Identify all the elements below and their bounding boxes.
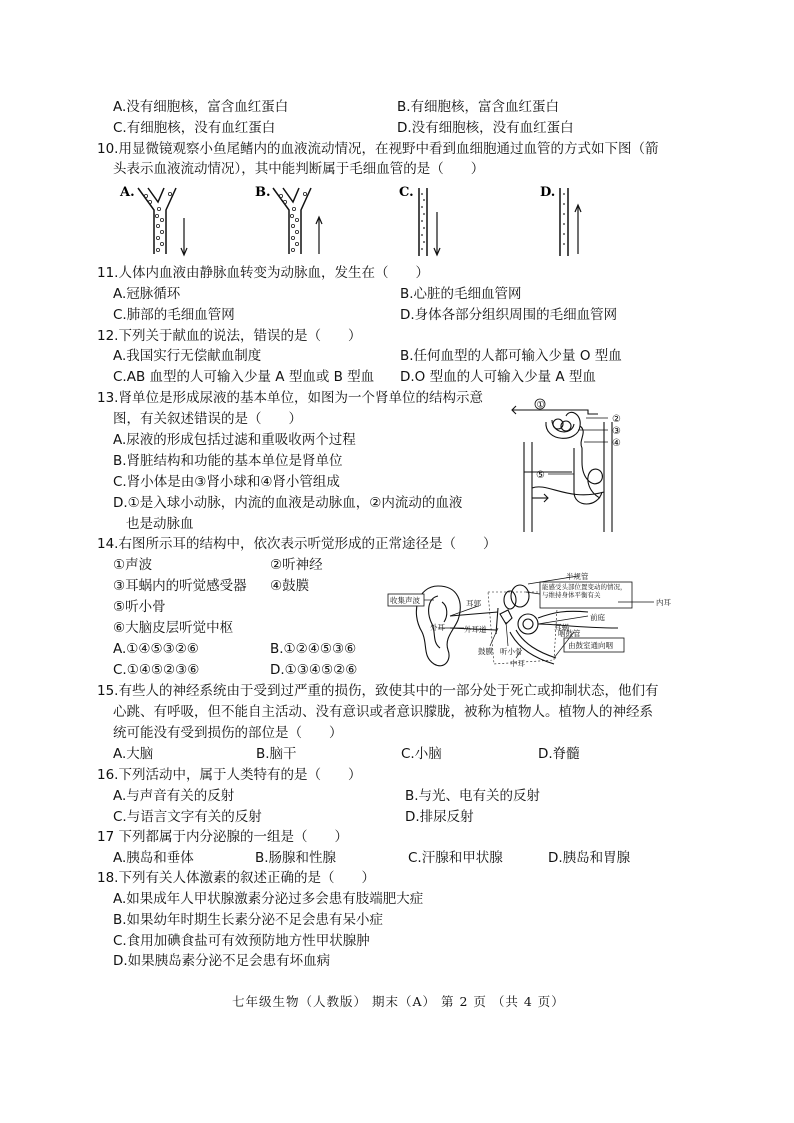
q11-option-c: C.肺部的毛细血管网 bbox=[113, 307, 235, 323]
ear-label-auricle: 耳郭 bbox=[466, 599, 481, 608]
q15-option-b: B.脑干 bbox=[256, 746, 297, 762]
q10-figure-c bbox=[397, 182, 457, 260]
q12-option-c: C.AB 血型的人可输入少量 A 型血或 B 型血 bbox=[113, 369, 375, 385]
q10-figure-a-label: A. bbox=[120, 185, 135, 200]
ear-label-canal: 外耳道 bbox=[464, 625, 487, 634]
nephron-label-5: ⑤ bbox=[536, 470, 545, 481]
q14-option-a: A.①④⑤③②⑥ bbox=[113, 641, 199, 657]
q16-option-c: C.与语言文字有关的反射 bbox=[113, 809, 262, 825]
q14-item-6: ⑥大脑皮层听觉中枢 bbox=[113, 620, 234, 636]
q11-option-b: B.心脏的毛细血管网 bbox=[400, 286, 522, 302]
q15-option-c: C.小脑 bbox=[401, 746, 442, 762]
q15-stem-line3: 统可能没有受到损伤的部位是（ ） bbox=[113, 725, 343, 741]
q14-item-2: ②听神经 bbox=[270, 557, 323, 573]
q11-stem: 11.人体内血液由静脉血转变为动脉血，发生在（ ） bbox=[97, 265, 429, 281]
q15-option-d: D.脊髓 bbox=[538, 746, 580, 762]
q18-option-a: A.如果成年人甲状腺激素分泌过多会患有肢端肥大症 bbox=[113, 891, 424, 907]
q13-option-b: B.肾脏结构和功能的基本单位是肾单位 bbox=[113, 453, 343, 469]
ear-label-middle: 中耳 bbox=[510, 659, 525, 668]
q13-stem-line1: 13.肾单位是形成尿液的基本单位，如图为一个肾单位的结构示意 bbox=[97, 390, 483, 406]
q10-figure-d-label: D. bbox=[540, 185, 556, 200]
q17-option-a: A.胰岛和垂体 bbox=[113, 850, 194, 866]
nephron-label-1: ① bbox=[536, 400, 545, 411]
ear-label-cochlea: 耳蜗 bbox=[554, 623, 569, 632]
nephron-label-3: ③ bbox=[612, 426, 621, 437]
q18-option-d: D.如果胰岛素分泌不足会患有坏血病 bbox=[113, 953, 331, 969]
q14-option-d: D.①③④⑤②⑥ bbox=[270, 662, 358, 678]
ear-label-outer: 外耳 bbox=[430, 623, 445, 632]
q14-item-5: ⑤听小骨 bbox=[113, 599, 166, 615]
q13-option-d-line1: D.①是入球小动脉，内流的血液是动脉血，②内流动的血液 bbox=[113, 495, 463, 511]
q16-stem: 16.下列活动中，属于人类特有的是（ ） bbox=[97, 767, 362, 783]
nephron-label-4: ④ bbox=[612, 438, 621, 449]
q9-option-d: D.没有细胞核，没有血红蛋白 bbox=[397, 120, 574, 136]
ear-label-inner: 内耳 bbox=[656, 598, 671, 607]
q9-option-a: A.没有细胞核，富含血红蛋白 bbox=[113, 99, 289, 115]
q14-option-b: B.①②④⑤③⑥ bbox=[270, 641, 357, 657]
q18-stem: 18.下列有关人体激素的叙述正确的是（ ） bbox=[97, 870, 375, 886]
q9-option-c: C.有细胞核，没有血红蛋白 bbox=[113, 120, 276, 136]
q10-figure-c-label: C. bbox=[399, 185, 414, 200]
q10-figure-a bbox=[118, 182, 198, 260]
q10-stem-line1: 10.用显微镜观察小鱼尾鳍内的血液流动情况，在视野中看到血细胞通过血管的方式如下图（箭 bbox=[97, 141, 659, 157]
q14-item-1: ①声波 bbox=[113, 557, 153, 573]
q17-option-c: C.汗腺和甲状腺 bbox=[408, 850, 503, 866]
ear-label-tube: 咽鼓管 bbox=[558, 629, 581, 638]
ear-diagram bbox=[378, 572, 694, 678]
q11-option-d: D.身体各部分组织周围的毛细血管网 bbox=[400, 307, 618, 323]
q10-stem-line2: 头表示血液流动情况），其中能判断属于毛细血管的是（ ） bbox=[113, 161, 485, 177]
ear-label-ossicles: 听小骨 bbox=[500, 647, 523, 656]
q12-option-b: B.任何血型的人都可输入少量 O 型血 bbox=[400, 348, 622, 364]
q14-option-c: C.①④⑤②③⑥ bbox=[113, 662, 200, 678]
q14-stem: 14.右图所示耳的结构中，依次表示听觉形成的正常途径是（ ） bbox=[97, 536, 497, 552]
ear-label-drum: 鼓膜 bbox=[478, 647, 493, 656]
nephron-diagram bbox=[508, 392, 638, 532]
q14-item-3: ③耳蜗内的听觉感受器 bbox=[113, 578, 247, 594]
q12-stem: 12.下列关于献血的说法，错误的是（ ） bbox=[97, 328, 362, 344]
q15-option-a: A.大脑 bbox=[113, 746, 154, 762]
q16-option-a: A.与声音有关的反射 bbox=[113, 788, 235, 804]
q18-option-c: C.食用加碘食盐可有效预防地方性甲状腺肿 bbox=[113, 933, 370, 949]
q10-figure-d bbox=[538, 182, 598, 260]
q15-stem-line1: 15.有些人的神经系统由于受到过严重的损伤，致使其中的一部分处于死亡或抑制状态，他们有 bbox=[97, 683, 659, 699]
ear-label-sense-box: 能感受头部位置变动的情况，与维持身体平衡有关 bbox=[542, 583, 627, 599]
q10-figure-b-label: B. bbox=[255, 185, 271, 200]
page-footer: 七年级生物（人教版） 期末（A） 第 2 页 （共 4 页） bbox=[232, 994, 565, 1009]
q13-option-a: A.尿液的形成包括过滤和重吸收两个过程 bbox=[113, 432, 356, 448]
nephron-label-2: ② bbox=[612, 414, 621, 425]
q13-option-d-line2: 也是动脉血 bbox=[126, 516, 194, 532]
ear-label-semicircular: 半规管 bbox=[566, 572, 589, 581]
q13-option-c: C.肾小体是由③肾小球和④肾小管组成 bbox=[113, 474, 340, 490]
q14-item-4: ④鼓膜 bbox=[270, 578, 310, 594]
q17-stem: 17 下列都属于内分泌腺的一组是（ ） bbox=[97, 829, 348, 845]
q13-stem-line2: 图，有关叙述错误的是（ ） bbox=[113, 411, 302, 427]
q15-stem-line2: 心跳、有呼吸，但不能自主活动、没有意识或者意识朦胧，被称为植物人。植物人的神经系 bbox=[113, 704, 653, 720]
ear-label-vestibule: 前庭 bbox=[590, 613, 605, 622]
q12-option-a: A.我国实行无偿献血制度 bbox=[113, 348, 262, 364]
q11-option-a: A.冠脉循环 bbox=[113, 286, 181, 302]
q10-figure-b bbox=[253, 182, 333, 260]
q12-option-d: D.O 型血的人可输入少量 A 型血 bbox=[400, 369, 596, 385]
q9-option-b: B.有细胞核，富含血红蛋白 bbox=[397, 99, 560, 115]
q17-option-b: B.肠腺和性腺 bbox=[255, 850, 337, 866]
q16-option-d: D.排尿反射 bbox=[405, 809, 474, 825]
q17-option-d: D.胰岛和胃腺 bbox=[548, 850, 631, 866]
q18-option-b: B.如果幼年时期生长素分泌不足会患有呆小症 bbox=[113, 912, 384, 928]
ear-label-collect: 收集声波 bbox=[390, 596, 420, 605]
ear-label-tube-box: 由鼓室通向咽 bbox=[568, 641, 613, 650]
q16-option-b: B.与光、电有关的反射 bbox=[405, 788, 541, 804]
